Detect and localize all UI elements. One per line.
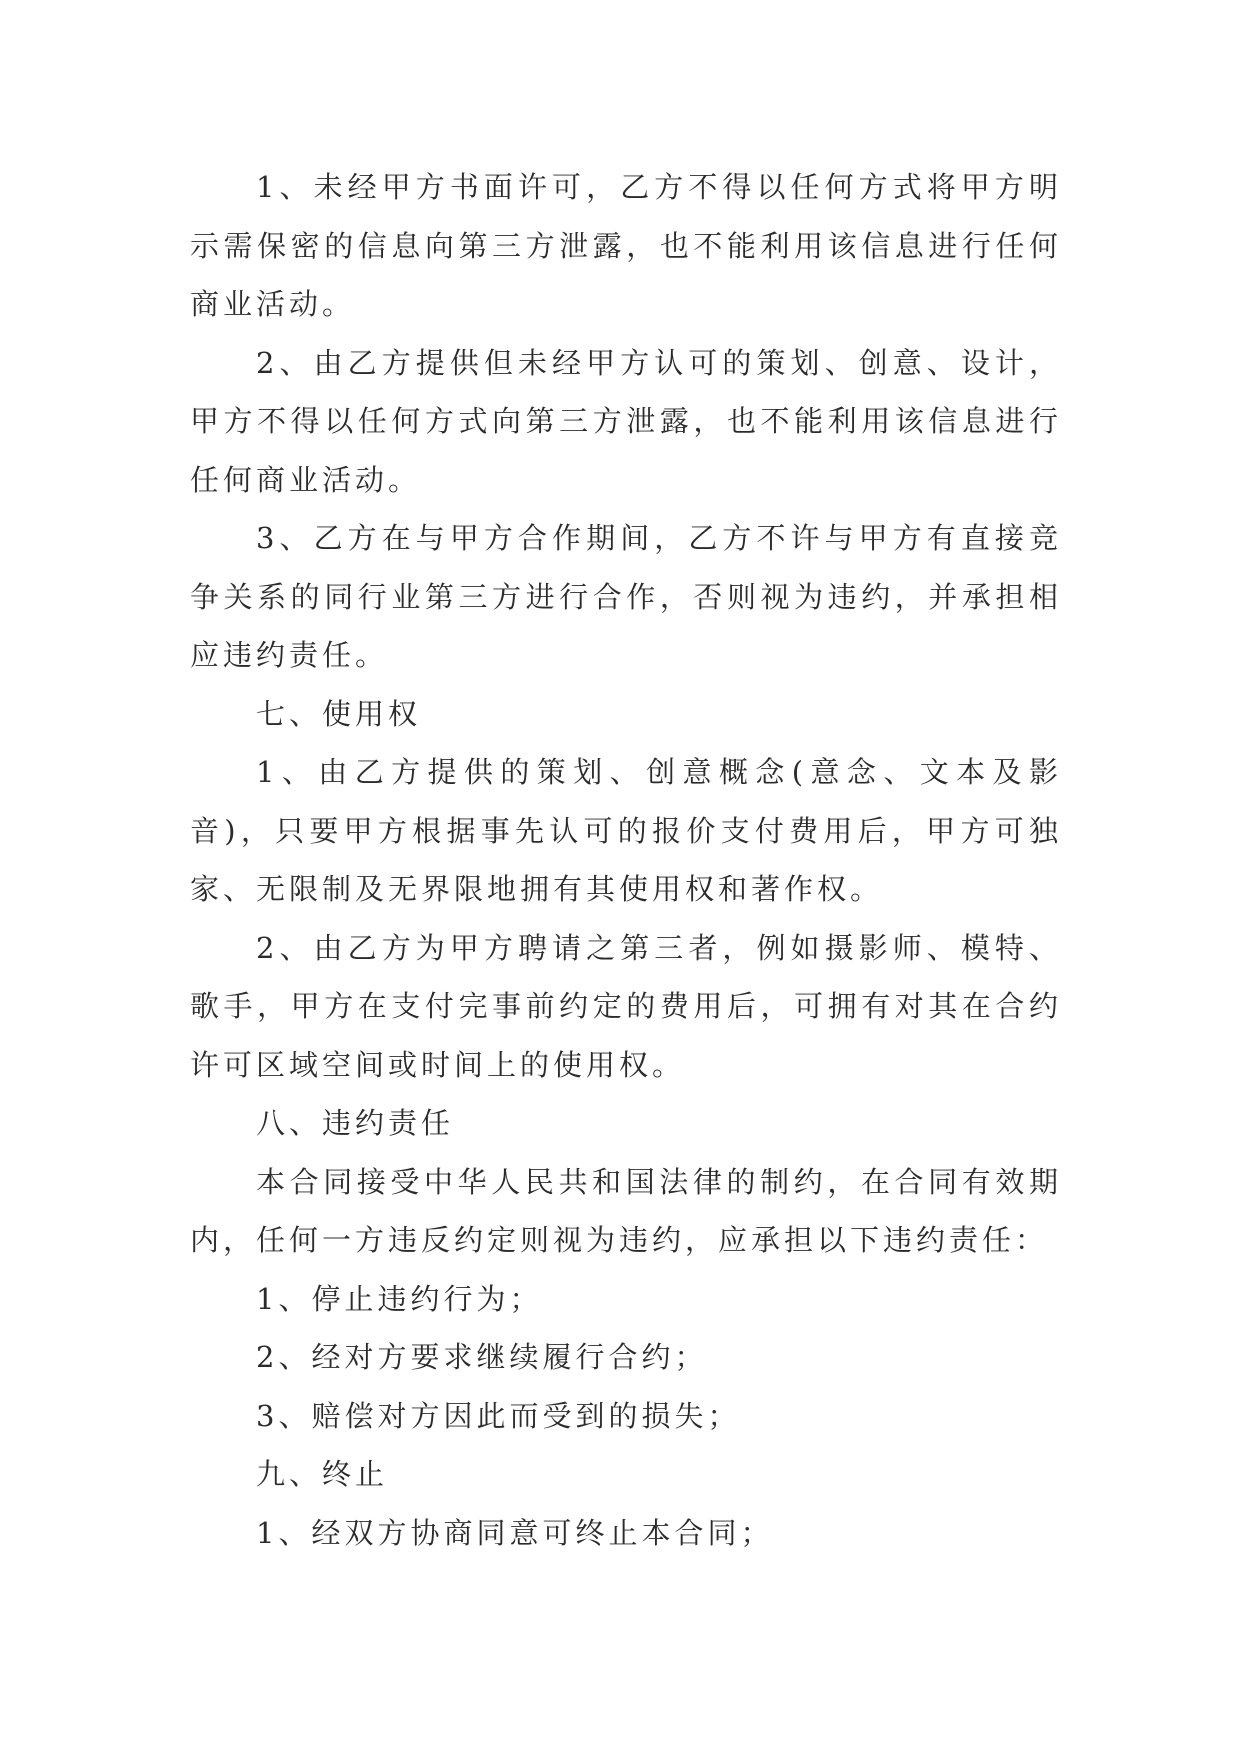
clause-breach-2: 2、经对方要求继续履行合约； bbox=[256, 1340, 708, 1374]
clause-breach-intro: 本合同接受中华人民共和国法律的制约，在合同有效期内，任何一方违反约定则视为违约，应承担以下违约责任： bbox=[190, 1164, 1062, 1257]
clause-confidentiality-3: 3、乙方在与甲方合作期间，乙方不许与甲方有直接竞争关系的同行业第三方进行合作，否则视为违约，并承担相应违约责任。 bbox=[190, 521, 1062, 672]
clause-confidentiality-1: 1、未经甲方书面许可，乙方不得以任何方式将甲方明示需保密的信息向第三方泄露，也不能利用该信息进行任何商业活动。 bbox=[190, 170, 1062, 321]
clause-breach-3: 3、赔偿对方因此而受到的损失； bbox=[256, 1398, 741, 1433]
clause-usage-rights-2: 2、由乙方为甲方聘请之第三者，例如摄影师、模特、歌手，甲方在支付完事前约定的费用后，可拥有对其在合约许可区域空间或时间上的使用权。 bbox=[190, 930, 1062, 1082]
document-body bbox=[190, 158, 1062, 1562]
clause-usage-rights-1: 1、由乙方提供的策划、创意概念(意念、文本及影音)，只要甲方根据事先认可的报价支付费用后，甲方可独家、无限制及无界限地拥有其使用权和著作权。 bbox=[190, 755, 1062, 906]
section-heading-usage-rights: 七、使用权 bbox=[256, 696, 422, 731]
clause-termination-1: 1、经双方协商同意可终止本合同； bbox=[256, 1515, 774, 1550]
section-heading-termination: 九、终止 bbox=[256, 1457, 389, 1491]
clause-breach-1: 1、停止违约行为； bbox=[256, 1281, 543, 1316]
clause-confidentiality-2: 2、由乙方提供但未经甲方认可的策划、创意、设计，甲方不得以任何方式向第三方泄露，也不能利用该信息进行任何商业活动。 bbox=[190, 345, 1062, 497]
section-heading-breach: 八、违约责任 bbox=[256, 1106, 455, 1140]
